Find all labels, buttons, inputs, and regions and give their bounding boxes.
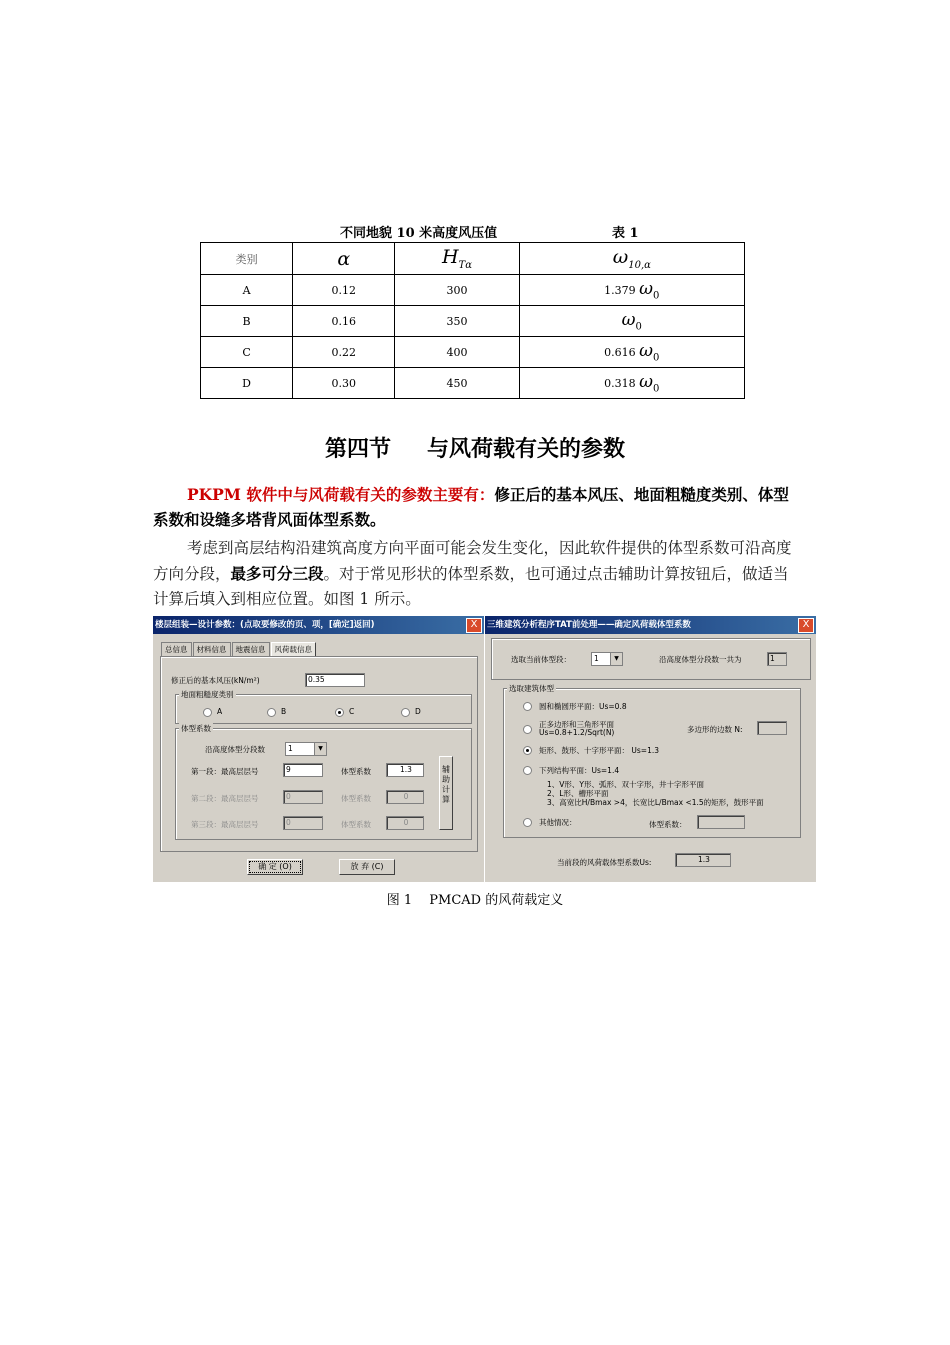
chevron-down-icon: ▼: [314, 743, 326, 755]
paragraph-1-rest: 修正后的基本风压、地面粗糙度类别、体型系数和设缝多塔背风面体型系数。: [153, 485, 789, 529]
rough-radio-c[interactable]: [335, 708, 344, 717]
ok-button[interactable]: 确 定 (O): [247, 859, 303, 875]
close-icon[interactable]: X: [798, 618, 814, 633]
rough-label-c: C: [349, 707, 355, 716]
cell-cat: D: [201, 368, 293, 399]
shape-label-special: 下列结构平面：Us=1.4: [539, 766, 620, 775]
poly-sides-label: 多边形的边数 N:: [687, 725, 743, 734]
win2-titlebar: 三维建筑分析程序TAT前处理——确定风荷载体型系数: [485, 616, 816, 634]
header-omega: $\omega_{10,\alpha}$: [519, 243, 744, 275]
tab-seismic[interactable]: 地震信息: [232, 642, 270, 656]
seg-total-field: 1: [767, 652, 787, 666]
cell-omega: $\omega_0$: [519, 306, 744, 337]
cell-cat: C: [201, 337, 293, 368]
seg1-coef-label: 体型系数: [341, 767, 371, 776]
section-number: 第四节: [324, 437, 391, 462]
header-category: 类别: [201, 243, 293, 275]
shape-label-polygon-formula: Us=0.8+1.2/Sqrt(N): [539, 728, 615, 737]
seg2-coef-input[interactable]: 0: [386, 790, 424, 804]
current-coef-field: 1.3: [675, 853, 731, 867]
aux-calc-button[interactable]: 辅助计算: [439, 756, 453, 830]
paragraph-2: [153, 536, 795, 612]
table-number: 表 1: [612, 226, 639, 241]
section-title-text: 与风荷载有关的参数: [427, 437, 626, 462]
seg-select[interactable]: 1 ▼: [591, 652, 623, 666]
header-h: $H_{T\alpha}$: [395, 243, 519, 275]
poly-sides-input[interactable]: [757, 721, 787, 735]
rough-radio-b[interactable]: [267, 708, 276, 717]
seg2-floor-input[interactable]: 0: [283, 790, 323, 804]
cell-h: 400: [395, 337, 519, 368]
table-header-row: [201, 243, 745, 275]
chevron-down-icon: ▼: [610, 653, 622, 665]
p2-bold: 最多可分三段: [230, 564, 324, 583]
special-list-2: 2、L形、槽形平面: [547, 789, 609, 798]
cancel-button[interactable]: 放 弃 (C): [339, 859, 395, 875]
wind-pressure-table: [200, 242, 745, 399]
cell-omega: 0.616 $\omega_0$: [519, 337, 744, 368]
shape-radio-other[interactable]: [523, 818, 532, 827]
shape-label-other: 其他情况：: [539, 818, 577, 827]
shape-radio-polygon[interactable]: [523, 725, 532, 734]
rough-radio-a[interactable]: [203, 708, 212, 717]
rough-label-b: B: [281, 707, 287, 716]
win1-tabs: [161, 642, 317, 656]
shape-label-circle: 圆和椭圆形平面：Us=0.8: [539, 702, 627, 711]
cell-alpha: 0.12: [293, 275, 395, 306]
win1-titlebar: 楼层组装—设计参数：(点取要修改的页、项，[确定]返回): [153, 616, 484, 634]
segments-select[interactable]: 1 ▼: [285, 742, 327, 756]
header-alpha: α: [293, 243, 395, 275]
p2-part-a: 考虑到高层结构沿建筑高度方向平面可能会发生变化，因此软件提供的体型系数可沿高度方向分段，: [153, 539, 792, 583]
seg1-label: 第一段：最高层层号: [191, 767, 259, 776]
paragraph-1: [153, 482, 795, 532]
p2-part-b: 。对于常见形状的体型系数，也可通过点击辅助计算按钮后，做适当计算后填入到相应位置。如图 1 所示。: [153, 565, 789, 608]
design-params-window: [153, 616, 484, 882]
seg2-label: 第二段：最高层层号: [191, 794, 259, 803]
shape-radio-circle[interactable]: [523, 702, 532, 711]
coef-label: 体型系数：: [649, 820, 687, 829]
table-title: 不同地貌 10 米高度风压值: [340, 226, 498, 241]
shape-coef-window: [485, 616, 816, 882]
tab-wind[interactable]: 风荷载信息: [271, 642, 317, 656]
seg3-coef-input[interactable]: 0: [386, 816, 424, 830]
shape-label-rect: 矩形、鼓形、十字形平面： Us=1.3: [539, 746, 659, 755]
seg3-floor-input[interactable]: 0: [283, 816, 323, 830]
section-heading: [0, 432, 950, 463]
cell-h: 300: [395, 275, 519, 306]
shape-coef-group-label: 体型系数: [181, 724, 211, 733]
shape-radio-rect[interactable]: [523, 746, 532, 755]
segments-label: 沿高度体型分段数: [205, 745, 265, 754]
special-list-3: 3、高宽比H/Bmax >4，长宽比L/Bmax <1.5的矩形，鼓形平面: [547, 798, 764, 807]
seg1-coef-input[interactable]: 1.3: [386, 763, 424, 777]
special-list-1: 1、V形、Y形、弧形、双十字形，井十字形平面: [547, 780, 704, 789]
cell-omega: 1.379 $\omega_0$: [519, 275, 744, 306]
rough-label-d: D: [415, 707, 421, 716]
wind-pressure-input[interactable]: 0.35: [305, 673, 365, 687]
rough-radio-d[interactable]: [401, 708, 410, 717]
seg3-coef-label: 体型系数: [341, 820, 371, 829]
shape-label-polygon: 正多边形和三角形平面: [539, 720, 614, 729]
cell-alpha: 0.16: [293, 306, 395, 337]
table-row: [201, 306, 745, 337]
highlight-text: PKPM 软件中与风荷载有关的参数主要有：: [187, 485, 495, 504]
cell-alpha: 0.22: [293, 337, 395, 368]
shape-radio-special[interactable]: [523, 766, 532, 775]
cell-alpha: 0.30: [293, 368, 395, 399]
rough-label-a: A: [217, 707, 223, 716]
wind-pressure-label: 修正后的基本风压(kN/m²): [171, 676, 260, 685]
cell-omega: 0.318 $\omega_0$: [519, 368, 744, 399]
coef-input[interactable]: [697, 815, 745, 829]
seg-select-label: 选取当前体型段：: [511, 655, 571, 664]
close-icon[interactable]: X: [466, 618, 482, 633]
table-row: [201, 275, 745, 306]
cell-cat: A: [201, 275, 293, 306]
cell-h: 350: [395, 306, 519, 337]
seg2-coef-label: 体型系数: [341, 794, 371, 803]
shape-select-group-label: 选取建筑体型: [509, 684, 554, 693]
roughness-group-label: 地面粗糙度类别: [181, 690, 234, 699]
tab-material[interactable]: 材料信息: [193, 642, 231, 656]
seg-total-label: 沿高度体型分段数一共为: [659, 655, 742, 664]
current-coef-label: 当前段的风荷载体型系数Us:: [557, 858, 652, 867]
figure-caption: 图 1 PMCAD 的风荷载定义: [386, 893, 564, 908]
table-row: [201, 337, 745, 368]
cell-cat: B: [201, 306, 293, 337]
tab-general[interactable]: 总信息: [161, 642, 192, 656]
seg3-label: 第三段：最高层层号: [191, 820, 259, 829]
table-row: [201, 368, 745, 399]
cell-h: 450: [395, 368, 519, 399]
seg1-floor-input[interactable]: 9: [283, 763, 323, 777]
